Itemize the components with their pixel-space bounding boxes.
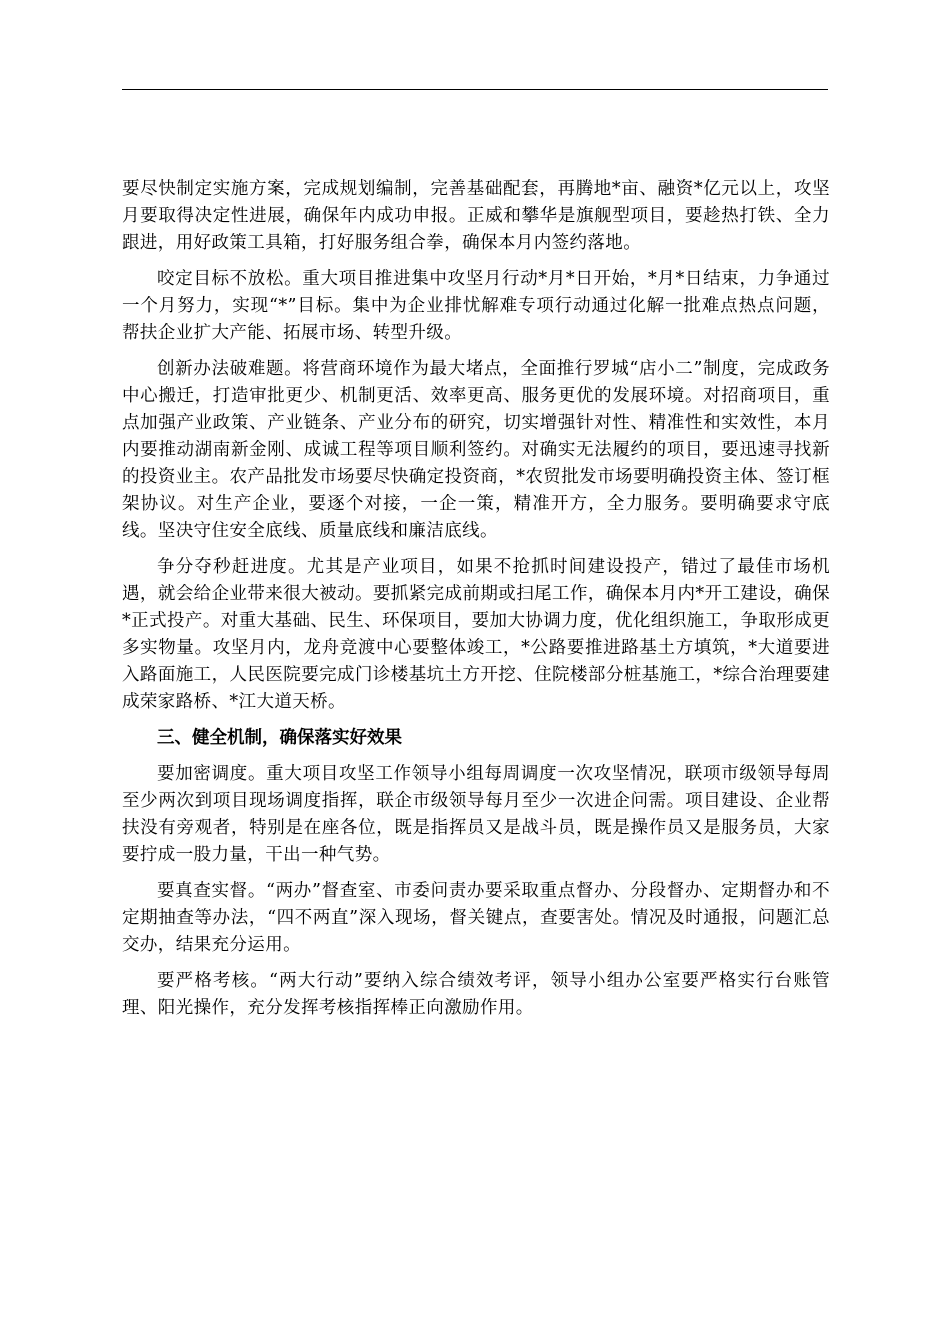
paragraph-supervision: 要真查实督。“两办”督查室、市委问责办要采取重点督办、分段督办、定期督办和不定期抽查等办法，“四不两直”深入现场，督关键点，查要害处。情况及时通报，问题汇总交办，结果充分运用。: [122, 881, 830, 955]
paragraph-innovation: 创新办法破难题。将营商环境作为最大堵点，全面推行罗城“店小二”制度，完成政务中心搬迁，打造审批更少、机制更活、效率更高、服务更优的发展环境。对招商项目，重点加强产业政策、产业链条、产业分布的研究，切实增强针对性、精准性和实效性，本月内要推动湖南新金刚、成诚工程等项目顺利签约。对确实无法履约的项目，要迅速寻找新的投资业主。农产品批发市场要尽快确定投资商，*农贸批发市场要明确投资主体、签订框架协议。对生产企业，要逐个对接，一企一策，精准开方，全力服务。要明确要求守底线。坚决守住安全底线、质量底线和廉洁底线。: [122, 359, 830, 541]
paragraph-target: 咬定目标不放松。重大项目推进集中攻坚月行动*月*日开始，*月*日结束，力争通过一个月努力，实现“*”目标。集中为企业排忧解难专项行动通过化解一批难点热点问题，帮扶企业扩大产能、拓展市场、转型升级。: [122, 269, 830, 343]
paragraph-scheduling: 要加密调度。重大项目攻坚工作领导小组每周调度一次攻坚情况，联项市级领导每周至少两次到项目现场调度指挥，联企市级领导每月至少一次进企问需。项目建设、企业帮扶没有旁观者，特别是在座各位，既是指挥员又是战斗员，既是操作员又是服务员，大家要拧成一股力量，干出一种气势。: [122, 764, 830, 865]
document-body: [122, 176, 830, 1031]
section-heading: 三、健全机制，确保落实好效果: [157, 728, 402, 748]
paragraph-continuation: 要尽快制定实施方案，完成规划编制，完善基础配套，再腾地*亩、融资*亿元以上，攻坚月要取得决定性进展，确保年内成功申报。正威和攀华是旗舰型项目，要趁热打铁、全力跟进，用好政策工具箱，打好服务组合拳，确保本月内签约落地。: [122, 179, 830, 253]
paragraph-assessment: 要严格考核。“两大行动”要纳入综合绩效考评，领导小组办公室要严格实行台账管理、阳光操作，充分发挥考核指挥棒正向激励作用。: [122, 971, 830, 1018]
paragraph-progress: 争分夺秒赶进度。尤其是产业项目，如果不抢抓时间建设投产，错过了最佳市场机遇，就会给企业带来很大被动。要抓紧完成前期或扫尾工作，确保本月内*开工建设，确保*正式投产。对重大基础、民生、环保项目，要加大协调力度，优化组织施工，争取形成更多实物量。攻坚月内，龙舟竞渡中心要整体竣工，*公路要推进路基土方填筑，*大道要进入路面施工，人民医院要完成门诊楼基坑土方开挖、住院楼部分桩基施工，*综合治理要建成荣家路桥、*江大道天桥。: [122, 557, 830, 712]
header-rule: [122, 89, 828, 90]
